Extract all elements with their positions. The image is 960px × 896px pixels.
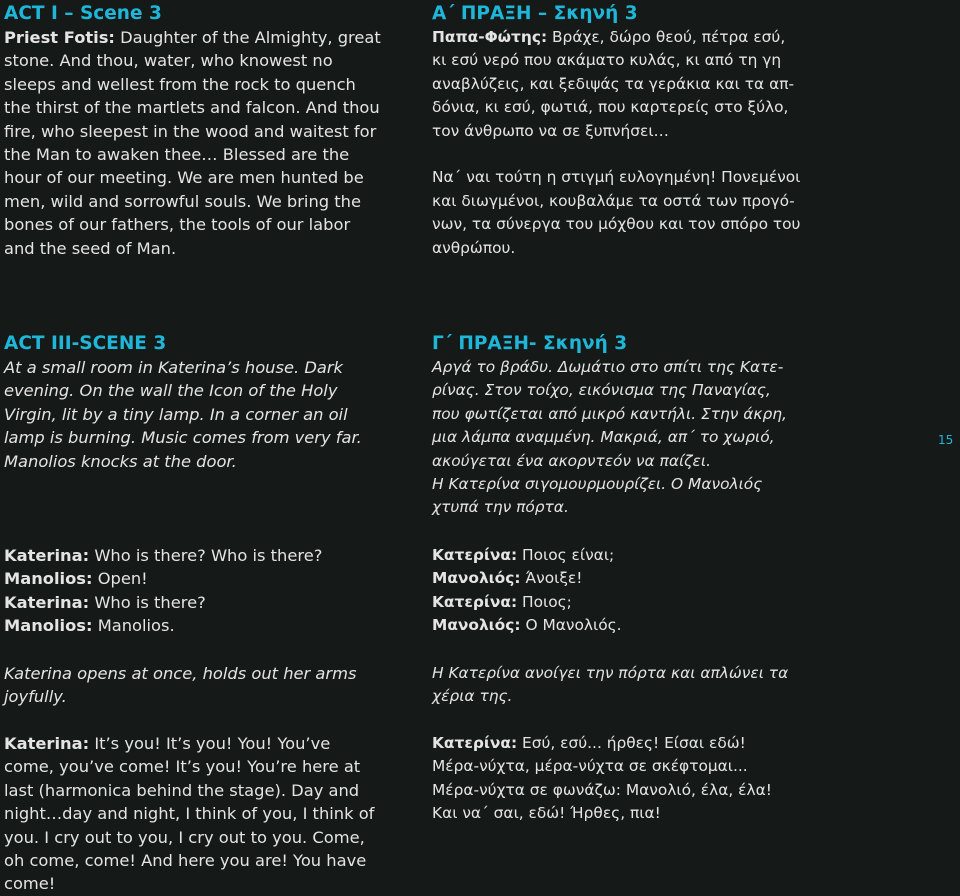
act1-text-en: Daughter of the Almighty, great stone. And thou, water, who knowest no sleeps and wellest from the rock to quench the thirst of the martlets and falcon. And thou fire, who sleepest in the wood and waitest for the Man to awaken thee… Blessed are the hour of our meeting. We are men hunted be men, wild and sorrowful souls. We bring the bones of our fathers, the tools of our labor and the seed of Man. <box>4 28 381 258</box>
dialog-text: Ο Μανολιός. <box>520 616 622 635</box>
dialog-text: Manolios. <box>92 616 175 636</box>
dialog-text: Ποιος; <box>517 592 572 611</box>
text-line: Η Κατερίνα σιγομουρμουρίζει. Ο Μανολιός <box>432 475 763 494</box>
text-line: Αργά το βράδυ. Δωμάτιο στο σπίτι της Κατε- <box>432 358 784 376</box>
speaker: Katerina: <box>4 592 90 612</box>
act1-gr <box>432 2 812 260</box>
text-line: δόνια, κι εσύ, φωτιά, που καρτερείς στο ξύλο, <box>432 98 789 117</box>
dialog2-en <box>4 732 384 896</box>
speaker: Katerina: <box>4 734 90 753</box>
act1-speech-gr <box>432 26 812 143</box>
act3-en <box>4 332 384 473</box>
dialog2-gr <box>432 732 812 826</box>
speaker: Μανολιός: <box>432 569 521 588</box>
dialog-line <box>432 591 812 614</box>
text-line: ακούγεται ένα ακορντεόν να παίζει. <box>432 451 711 470</box>
dialog-text: Ποιος είναι; <box>517 546 615 564</box>
dialog-line <box>4 567 384 590</box>
text-line: μια λάμπα αναμμένη. Μακριά, απ΄ το χωριό, <box>432 428 775 447</box>
dialog-line <box>432 567 812 590</box>
act1-heading-en: ACT I – Scene 3 <box>4 3 162 24</box>
act3-gr <box>432 332 812 520</box>
act3-heading-en: ACT III-SCENE 3 <box>4 333 167 354</box>
stage-direction-gr <box>432 662 812 709</box>
act3-heading-gr: Γ΄ ΠΡΑΞΗ- Σκηνή 3 <box>432 333 628 354</box>
stage2-en <box>4 662 384 709</box>
text-line <box>432 732 812 755</box>
act3-stage-direction-gr <box>432 356 812 520</box>
text-line: αναβλύζεις, και ξεδιψάς τα γεράκια και τα απ- <box>432 74 795 93</box>
text-line: κι εσύ νερό που ακάματο κυλάς, κι από τη γη <box>432 51 782 70</box>
speaker: Manolios: <box>4 569 93 589</box>
dialog-text: Who is there? <box>89 592 206 612</box>
stage2-gr <box>432 662 812 709</box>
speaker: Μανολιός: <box>432 616 521 635</box>
text-line: που φωτίζεται από μικρό καντήλι. Στην άκρη, <box>432 404 787 423</box>
speaker: Katerina: <box>4 546 90 565</box>
text-line: ρίνας. Στον τοίχο, εικόνισμα της Παναγίας, <box>432 381 771 400</box>
speaker: Κατερίνα: <box>432 592 518 611</box>
dialog-text: It’s you! It’s you! You! You’ve come, you’ve come! It’s you! You’re here at last (harmonica behind the stage). Day and night…day and night, I think of you, I think of you. I cry out to you, I cry out to you. Come, oh come, come! And here you are! You have come! <box>4 734 375 894</box>
speaker-priest-fotis: Priest Fotis: <box>4 28 115 47</box>
page-number: 15 <box>938 433 954 447</box>
speaker: Κατερίνα: <box>432 734 518 752</box>
act3-stage-direction-en: At a small room in Katerina’s house. Dark evening. On the wall the Icon of the Holy Virgin, lit by a tiny lamp. In a corner an oil lamp is burning. Music comes from very far. Manolios knocks at the door. <box>4 358 362 471</box>
dialog-line <box>432 732 812 826</box>
act1-heading-gr: Α΄ ΠΡΑΞΗ – Σκηνή 3 <box>432 3 638 24</box>
text-line: Η Κατερίνα ανοίγει την πόρτα και απλώνει τα <box>432 664 789 682</box>
dialog-line <box>4 614 384 637</box>
act1-en <box>4 2 384 260</box>
speaker: Κατερίνα: <box>432 546 518 564</box>
dialog-line <box>4 544 384 567</box>
text-line: Και να΄ σαι, εδώ! Ήρθες, πια! <box>432 804 661 823</box>
text-line: Να΄ ναι τούτη η στιγμή ευλογημένη! Πονεμένοι <box>432 168 801 187</box>
text-line: τον άνθρωπο να σε ξυπνήσει… <box>432 121 669 140</box>
dialog-text: Εσύ, εσύ... ήρθες! Είσαι εδώ! <box>517 734 746 752</box>
dialog-text: Open! <box>92 569 148 589</box>
dialog1-gr <box>432 544 812 638</box>
speaker-papa-fotis: Παπα-Φώτης: <box>432 28 548 46</box>
dialog-text: Who is there? Who is there? <box>89 546 323 565</box>
text-line: χέρια της. <box>432 687 513 706</box>
act1-speech-gr-2 <box>432 166 812 260</box>
dialog-line <box>4 591 384 614</box>
act1-speech-en <box>4 26 384 260</box>
dialog-text: Άνοιξε! <box>520 569 583 588</box>
dialog-line <box>432 544 812 567</box>
stage-direction-en: Katerina opens at once, holds out her arms joyfully. <box>4 664 357 707</box>
text-line: ανθρώπου. <box>432 238 516 257</box>
text-line: χτυπά την πόρτα. <box>432 498 569 517</box>
text-line: Μέρα-νύχτα σε φωνάζω: Μανολιό, έλα, έλα! <box>432 780 772 799</box>
dialog1-en <box>4 544 384 638</box>
dialog-line <box>432 614 812 637</box>
text-line: Μέρα-νύχτα, μέρα-νύχτα σε σκέφτομαι... <box>432 757 748 776</box>
text-line: νων, τα σύνεργα του μόχθου και τον σπόρο του <box>432 215 801 234</box>
text-line <box>432 26 812 49</box>
speaker: Manolios: <box>4 616 93 636</box>
text-line: και διωγμένοι, κουβαλάμε τα οστά των προγό- <box>432 191 795 210</box>
text-segment: Βράχε, δώρο θεού, πέτρα εσύ, <box>547 28 786 46</box>
dialog-line <box>4 732 384 896</box>
